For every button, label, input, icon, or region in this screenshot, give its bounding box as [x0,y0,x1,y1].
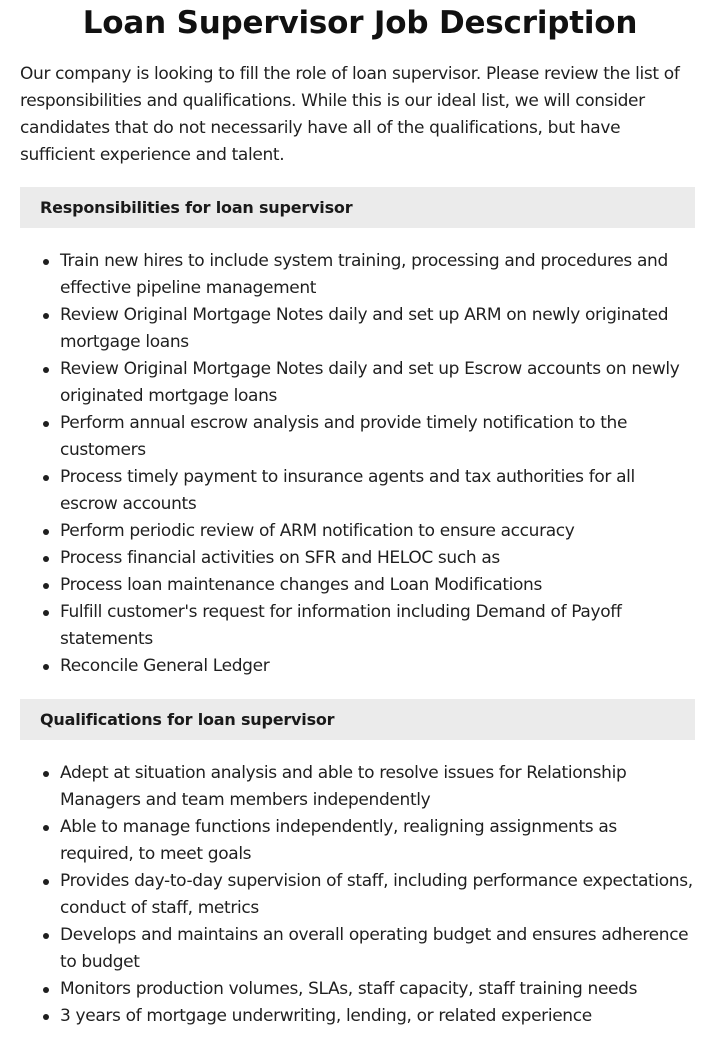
responsibility-item: Process loan maintenance changes and Loan Modifications [60,572,695,599]
qualification-item: Provides day-to-day supervision of staff, including performance expectations, conduct of staff, metrics [60,868,695,922]
responsibilities-heading: Responsibilities for loan supervisor [40,198,353,217]
qualification-item: Able to manage functions independently, realigning assignments as required, to meet goals [60,814,695,868]
responsibility-item: Process timely payment to insurance agents and tax authorities for all escrow accounts [60,464,695,518]
qualifications-header [20,699,695,740]
qualifications-list [20,760,695,1030]
page-title: Loan Supervisor Job Description [82,5,638,41]
responsibility-item: Perform periodic review of ARM notification to ensure accuracy [60,518,695,545]
responsibility-item: Train new hires to include system training, processing and procedures and effective pipeline management [60,248,695,302]
responsibility-item: Fulfill customer's request for information including Demand of Payoff statements [60,599,695,653]
responsibilities-list [20,248,695,680]
responsibility-item: Perform annual escrow analysis and provide timely notification to the customers [60,410,695,464]
responsibilities-header [20,187,695,228]
responsibility-item: Process financial activities on SFR and HELOC such as [60,545,695,572]
qualification-item: Adept at situation analysis and able to resolve issues for Relationship Managers and team members independently [60,760,695,814]
responsibility-item: Reconcile General Ledger [60,653,695,680]
qualification-item: Monitors production volumes, SLAs, staff capacity, staff training needs [60,976,695,1003]
responsibility-item: Review Original Mortgage Notes daily and set up ARM on newly originated mortgage loans [60,302,695,356]
intro-paragraph: Our company is looking to fill the role of loan supervisor. Please review the list of responsibilities and qualifications. While this is our ideal list, we will consider candidates that do not necessarily have all of the qualifications, but have sufficient experience and talent. [20,64,680,165]
qualification-item: Develops and maintains an overall operating budget and ensures adherence to budget [60,922,695,976]
qualification-item: 3 years of mortgage underwriting, lending, or related experience [60,1003,695,1030]
responsibility-item: Review Original Mortgage Notes daily and set up Escrow accounts on newly originated mortgage loans [60,356,695,410]
qualifications-heading: Qualifications for loan supervisor [40,710,335,729]
